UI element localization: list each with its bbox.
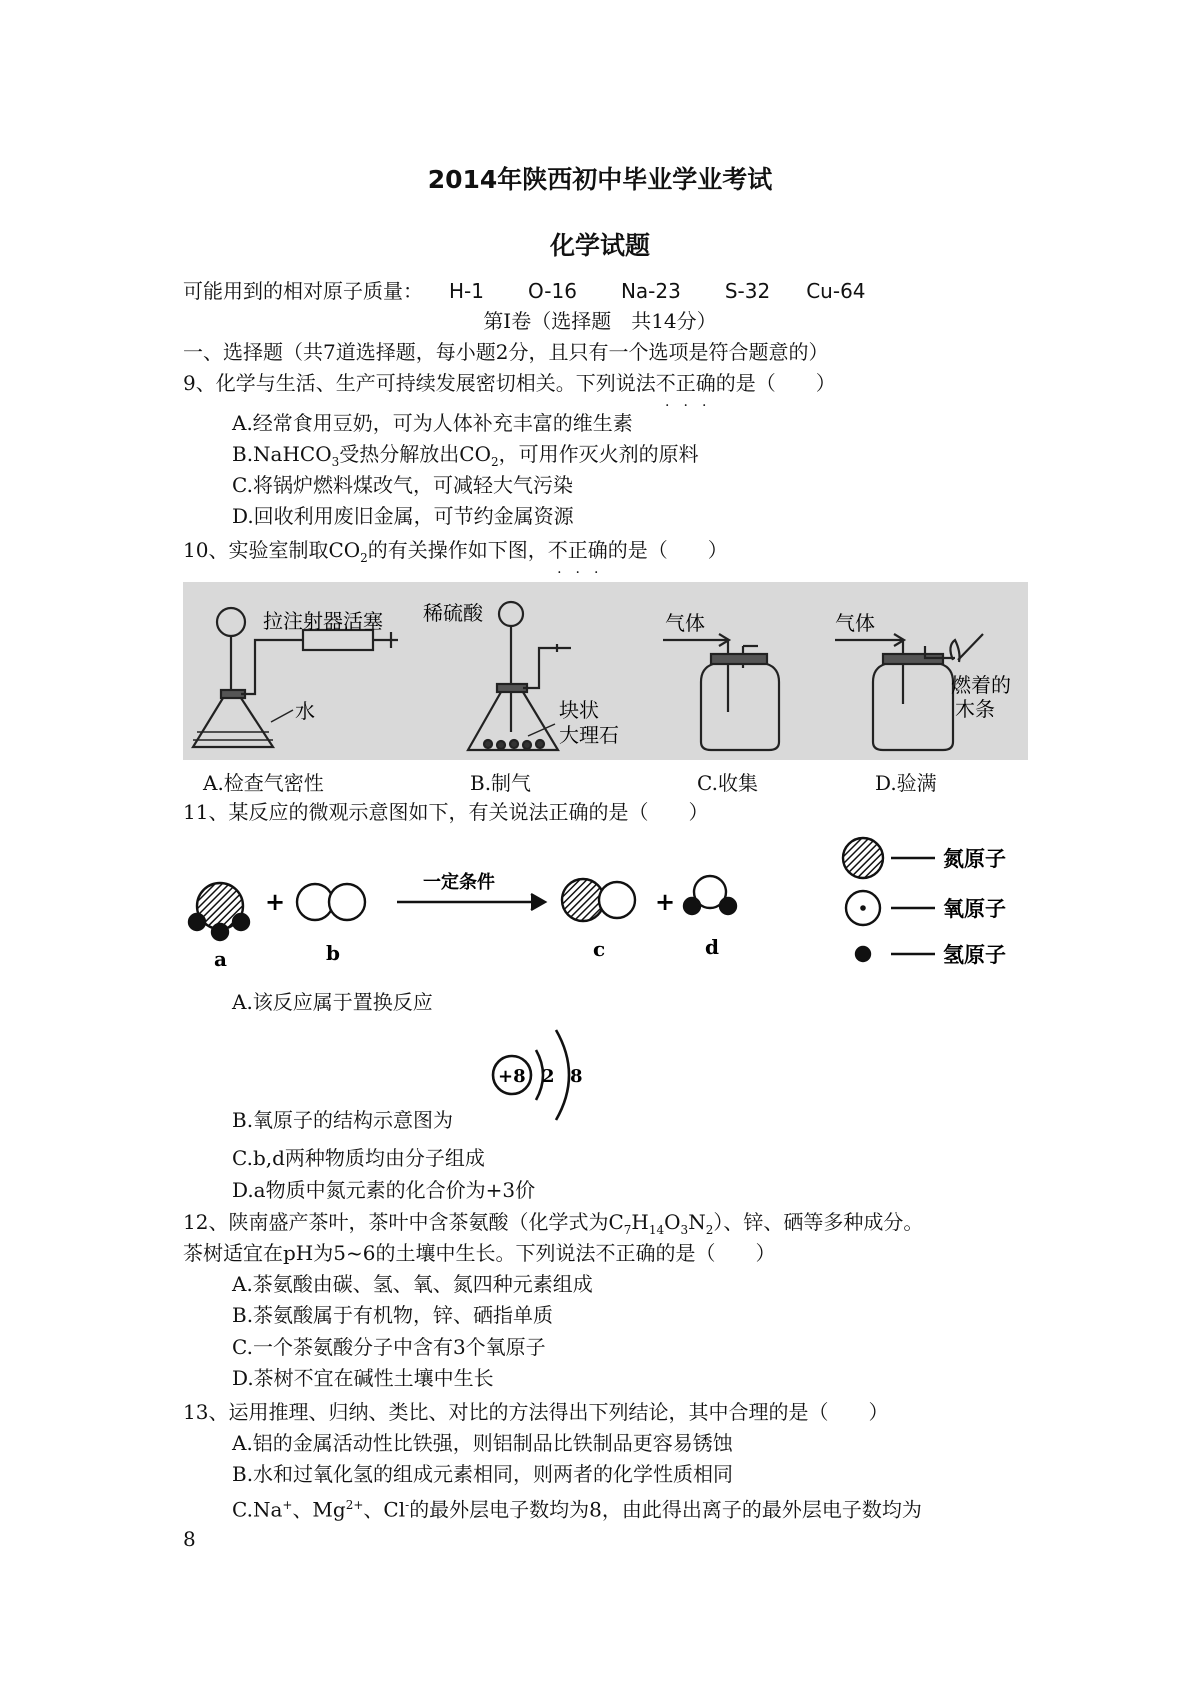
q9-stem-tail: 的是（ ） xyxy=(715,371,836,395)
reaction-legend xyxy=(843,838,935,961)
question-12-stem xyxy=(183,1209,923,1243)
reaction-condition: 一定条件 xyxy=(423,872,495,893)
molecule-b xyxy=(297,884,365,920)
q10-stem-text: 10、实验室制取CO xyxy=(183,538,361,562)
q12-stem-text: ）、锌、硒等多种成分。 xyxy=(713,1210,924,1234)
q11-option-a: A.该反应属于置换反应 xyxy=(232,990,433,1014)
q9-b-text: 受热分解放出CO xyxy=(339,442,491,466)
formula-element: N xyxy=(688,1210,706,1234)
legend-hydrogen: 氢原子 xyxy=(943,942,1006,967)
q13-c-text: C.Na xyxy=(232,1497,283,1522)
mass-item: O-16 xyxy=(527,279,577,303)
mass-item: Cu-64 xyxy=(806,279,866,303)
fig-label-gas: 气体 xyxy=(835,611,875,635)
thistle-bulb xyxy=(217,608,245,636)
q10-emphasis xyxy=(547,538,608,581)
subscript: 3 xyxy=(331,455,340,469)
q12-option-b: B.茶氨酸属于有机物，锌、硒指单质 xyxy=(232,1303,554,1327)
q9-stem-text: 9、化学与生活、生产可持续发展密切相关。下列说法 xyxy=(183,371,656,395)
nucleus-charge: +8 xyxy=(498,1066,526,1087)
shell-electrons: 8 xyxy=(570,1066,583,1087)
subscript: 14 xyxy=(648,1223,665,1237)
molecule-label-c: c xyxy=(593,937,606,961)
question-13-stem: 13、运用推理、归纳、类比、对比的方法得出下列结论，其中合理的是（ ） xyxy=(183,1400,889,1424)
fig-label-acid: 稀硫酸 xyxy=(423,601,483,625)
wooden-stick xyxy=(958,634,983,660)
q13-option-c-continued: 8 xyxy=(183,1527,196,1551)
q13-option-a: A.铝的金属活动性比铁强，则铝制品比铁制品更容易锈蚀 xyxy=(232,1431,733,1455)
subscript: 2 xyxy=(490,455,499,469)
q12-option-d: D.茶树不宜在碱性土壤中生长 xyxy=(232,1366,494,1390)
question-9-stem xyxy=(183,370,836,414)
q11-option-b: B.氧原子的结构示意图为 xyxy=(232,1108,454,1132)
fig-label-syringe: 拉注射器活塞 xyxy=(263,609,383,633)
legend-nitrogen: 氮原子 xyxy=(943,846,1006,871)
fig-label-marble: 块状 xyxy=(559,698,599,722)
mass-item: H-1 xyxy=(449,279,484,303)
q12-option-a: A.茶氨酸由碳、氢、氧、氮四种元素组成 xyxy=(232,1272,593,1296)
emphasis-dots: · · · xyxy=(665,398,707,414)
q9-option-d: D.回收利用废旧金属，可节约金属资源 xyxy=(232,504,574,528)
molecule-label-b: b xyxy=(326,941,340,965)
lab-apparatus-drawing xyxy=(183,582,1028,760)
atomic-masses xyxy=(183,278,866,304)
funnel-bulb xyxy=(499,602,523,626)
superscript: + xyxy=(282,1498,293,1512)
q13-c-text: 、Cl xyxy=(363,1497,406,1522)
subscript: 2 xyxy=(705,1223,714,1237)
q9-emphasis-text: 不正确 xyxy=(655,371,716,395)
q13-c-text: 、Mg xyxy=(292,1497,346,1522)
q9-b-text: B.NaHCO xyxy=(232,442,332,466)
subscript: 3 xyxy=(680,1223,689,1237)
shell-electrons: 2 xyxy=(542,1066,555,1087)
lab-apparatus-figure xyxy=(183,582,1028,760)
emphasis-dots: · · · xyxy=(557,565,599,581)
formula-element: O xyxy=(664,1210,681,1234)
q12-stem-text: 12、陕南盛产茶叶，茶叶中含茶氨酸（化学式为C xyxy=(183,1210,624,1234)
reaction-diagram xyxy=(183,830,1033,980)
question-10-stem xyxy=(183,537,728,581)
exam-subtitle: 化学试题 xyxy=(549,231,650,260)
fig-label-marble: 大理石 xyxy=(559,723,619,747)
q9-option-a: A.经常食用豆奶，可为人体补充丰富的维生素 xyxy=(232,411,633,435)
molecule-label-a: a xyxy=(214,947,227,971)
q12-option-c: C.一个茶氨酸分子中含有3个氧原子 xyxy=(232,1335,546,1359)
fig-label-stick: 木条 xyxy=(955,697,995,721)
q10-caption-d: D.验满 xyxy=(875,771,937,795)
legend-oxygen: 氧原子 xyxy=(943,896,1006,921)
molecule-d xyxy=(684,876,736,914)
fig-label-stick: 燃着的 xyxy=(951,673,1011,697)
question-11-stem: 11、某反应的微观示意图如下，有关说法正确的是（ ） xyxy=(183,800,709,824)
plus-sign: + xyxy=(265,887,286,916)
q9-option-c: C.将锅炉燃料煤改气，可减轻大气污染 xyxy=(232,473,573,497)
q10-caption-b: B.制气 xyxy=(470,771,532,795)
q9-emphasis xyxy=(655,371,716,414)
mass-item: S-32 xyxy=(724,279,771,303)
q9-option-b xyxy=(232,441,699,475)
q13-c-text: 的最外层电子数均为8，由此得出离子的最外层电子数均为 xyxy=(409,1497,922,1522)
q10-caption-a: A.检查气密性 xyxy=(203,771,324,795)
q9-b-text: ，可用作灭火剂的原料 xyxy=(498,442,699,466)
oxygen-atom-structure xyxy=(486,1022,596,1132)
q11-option-c: C.b,d两种物质均由分子组成 xyxy=(232,1146,485,1170)
fig-label-gas: 气体 xyxy=(665,611,705,635)
q10-caption-c: C.收集 xyxy=(697,771,758,795)
q11-option-d: D.a物质中氮元素的化合价为+3价 xyxy=(232,1178,536,1202)
q10-emphasis-text: 不正确 xyxy=(547,538,608,562)
question-12-stem-line2: 茶树适宜在pH为5~6的土壤中生长。下列说法不正确的是（ ） xyxy=(183,1241,776,1265)
molecule-a xyxy=(189,883,249,940)
plus-sign: + xyxy=(655,887,676,916)
molecule-c xyxy=(562,879,635,921)
mass-item: Na-23 xyxy=(620,279,681,303)
molecule-label-d: d xyxy=(705,935,719,959)
part-heading: 一、选择题（共7道选择题，每小题2分，且只有一个选项是符合题意的） xyxy=(183,340,829,364)
superscript: 2+ xyxy=(345,1498,364,1512)
q10-stem-tail: 的是（ ） xyxy=(607,538,728,562)
exam-title: 2014年陕西初中毕业学业考试 xyxy=(427,165,773,194)
fig-label-water: 水 xyxy=(295,699,315,723)
q13-option-c xyxy=(232,1492,922,1523)
superscript: - xyxy=(405,1498,410,1512)
syringe xyxy=(303,630,373,650)
section-heading: 第Ⅰ卷（选择题 共14分） xyxy=(483,309,717,333)
formula-element: H xyxy=(631,1210,649,1234)
q10-stem-text: 的有关操作如下图， xyxy=(367,538,548,562)
q13-option-b: B.水和过氧化氢的组成元素相同，则两者的化学性质相同 xyxy=(232,1462,734,1486)
subscript: 2 xyxy=(360,551,368,565)
atomic-masses-label: 可能用到的相对原子质量： xyxy=(183,279,423,303)
subscript: 7 xyxy=(623,1223,632,1237)
